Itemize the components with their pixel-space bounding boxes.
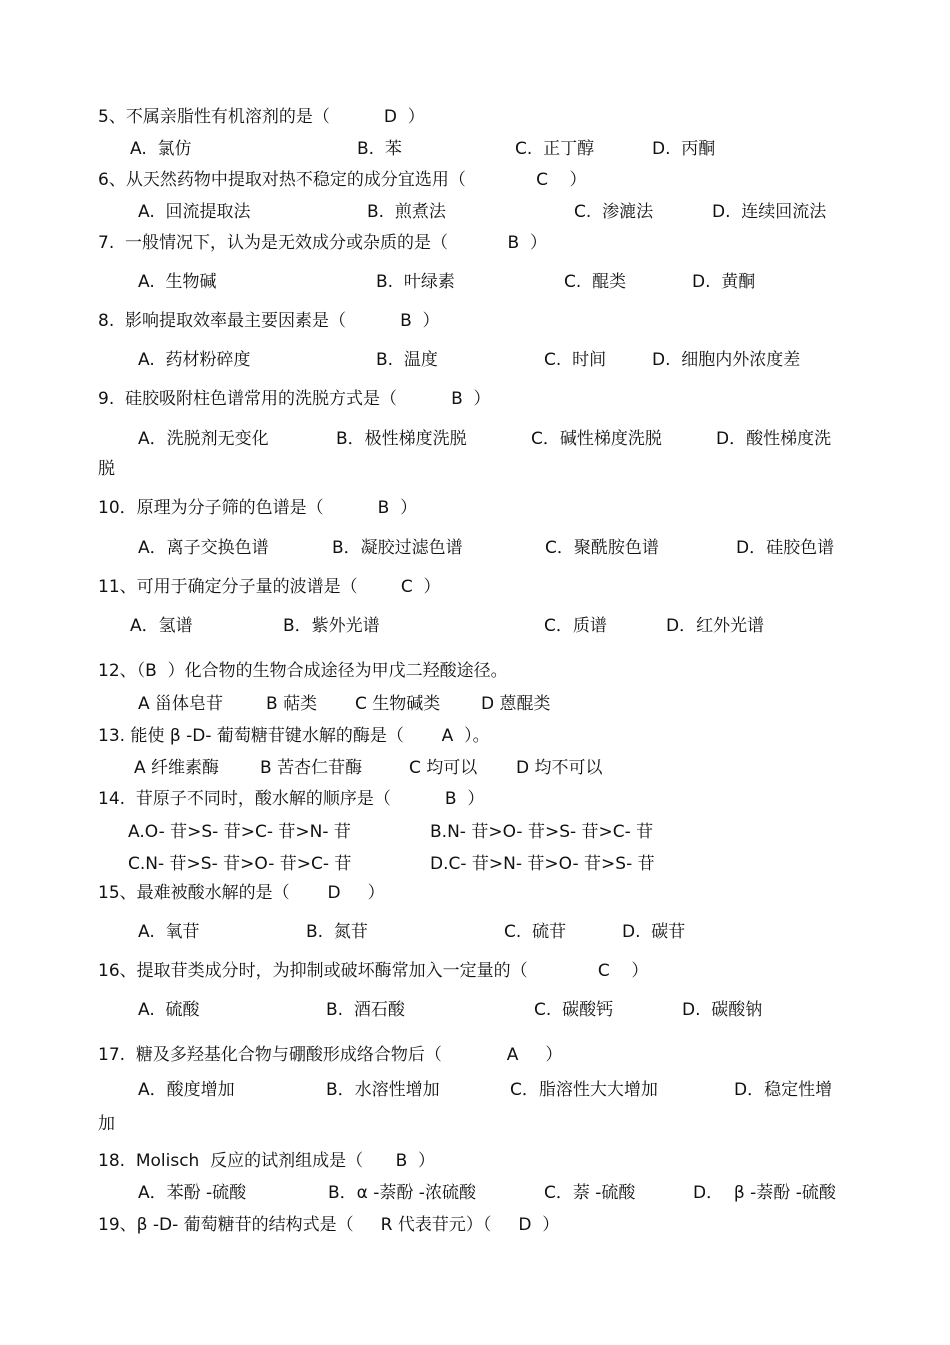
option-a: A. 氧苷	[138, 922, 200, 942]
option-a: A.O- 苷>S- 苷>C- 苷>N- 苷	[128, 822, 351, 842]
question-stem: 9. 硅胶吸附柱色谱常用的洗脱方式是（ B ）	[98, 389, 491, 409]
option-b: B. 苯	[357, 139, 402, 159]
option-b: B. 煎煮法	[367, 202, 446, 222]
option-a: A. 生物碱	[138, 272, 217, 292]
question-stem: 18. Molisch 反应的试剂组成是（ B ）	[98, 1151, 436, 1171]
option-b: B. 酒石酸	[326, 1000, 405, 1020]
question-stem: 7. 一般情况下，认为是无效成分或杂质的是（ B ）	[98, 233, 547, 253]
option-a: A．苯酚 -硫酸	[138, 1183, 247, 1203]
option-wrap: 加	[98, 1114, 115, 1134]
option-c: C. 时间	[544, 350, 607, 370]
option-a: A．氢谱	[130, 616, 193, 636]
option-b: B．凝胶过滤色谱	[332, 538, 463, 558]
option-c: C.N- 苷>S- 苷>O- 苷>C- 苷	[128, 854, 352, 874]
question-stem: 17. 糖及多羟基化合物与硼酸形成络合物后（ A ）	[98, 1045, 563, 1065]
option-b: B.N- 苷>O- 苷>S- 苷>C- 苷	[430, 822, 654, 842]
option-d: D．红外光谱	[666, 616, 765, 636]
option-d: D. 连续回流法	[712, 202, 827, 222]
option-b: B 苦杏仁苷酶	[260, 758, 363, 778]
option-b: B. 氮苷	[306, 922, 368, 942]
option-a: A．酸度增加	[138, 1080, 235, 1100]
option-c: C. 硫苷	[504, 922, 567, 942]
option-d: D． β -萘酚 -硫酸	[693, 1183, 836, 1203]
option-a: A. 硫酸	[138, 1000, 200, 1020]
option-a: A．离子交换色谱	[138, 538, 269, 558]
option-c: C. 渗漉法	[574, 202, 654, 222]
option-b: B．水溶性增加	[326, 1080, 440, 1100]
question-stem: 14. 苷原子不同时，酸水解的顺序是（ B ）	[98, 789, 485, 809]
option-d: D. 细胞内外浓度差	[652, 350, 801, 370]
option-b: B．紫外光谱	[283, 616, 380, 636]
question-stem: 6、从天然药物中提取对热不稳定的成分宜选用（ C ）	[98, 170, 587, 190]
option-c: C. 碳酸钙	[534, 1000, 614, 1020]
option-d: D. 丙酮	[652, 139, 716, 159]
option-a: A 甾体皂苷	[138, 694, 224, 714]
option-c: C. 正丁醇	[515, 139, 595, 159]
option-c: C 均可以	[409, 758, 478, 778]
question-stem: 12、（B ）化合物的生物合成途径为甲戊二羟酸途径。	[98, 661, 508, 681]
option-b: B 萜类	[266, 694, 318, 714]
option-c: C．碱性梯度洗脱	[531, 429, 662, 449]
option-c: C．聚酰胺色谱	[545, 538, 659, 558]
option-d: D.C- 苷>N- 苷>O- 苷>S- 苷	[430, 854, 655, 874]
option-a: A．洗脱剂无变化	[138, 429, 269, 449]
question-stem: 19、β -D- 葡萄糖苷的结构式是（ R 代表苷元）（ D ）	[98, 1215, 560, 1235]
question-stem: 11、可用于确定分子量的波谱是（ C ）	[98, 577, 441, 597]
option-a: A. 回流提取法	[138, 202, 251, 222]
question-stem: 5、不属亲脂性有机溶剂的是（ D ）	[98, 107, 425, 127]
option-a: A. 药材粉碎度	[138, 350, 251, 370]
option-b: B．α -萘酚 -浓硫酸	[328, 1183, 476, 1203]
option-d: D 均不可以	[516, 758, 603, 778]
option-b: B. 温度	[376, 350, 438, 370]
option-d: D．稳定性增	[734, 1080, 833, 1100]
option-c: C. 醌类	[564, 272, 627, 292]
question-stem: 15、最难被酸水解的是（ D ）	[98, 883, 385, 903]
option-a: A 纤维素酶	[134, 758, 220, 778]
option-c: C．萘 -硫酸	[544, 1183, 636, 1203]
question-stem: 10．原理为分子筛的色谱是（ B ）	[98, 498, 418, 518]
option-d: D 蒽醌类	[481, 694, 551, 714]
option-b: B．极性梯度洗脱	[336, 429, 467, 449]
option-d: D. 碳酸钠	[682, 1000, 763, 1020]
option-d: D．硅胶色谱	[736, 538, 835, 558]
option-wrap: 脱	[98, 459, 115, 479]
question-stem: 8. 影响提取效率最主要因素是（ B ）	[98, 311, 440, 331]
option-a: A. 氯仿	[130, 139, 192, 159]
option-d: D．酸性梯度洗	[716, 429, 832, 449]
option-d: D. 碳苷	[622, 922, 686, 942]
option-b: B. 叶绿素	[376, 272, 455, 292]
option-d: D. 黄酮	[692, 272, 756, 292]
option-c: C 生物碱类	[355, 694, 441, 714]
question-stem: 13. 能使 β -D- 葡萄糖苷键水解的酶是（ A ）。	[98, 726, 490, 746]
question-stem: 16、提取苷类成分时，为抑制或破坏酶常加入一定量的（ C ）	[98, 961, 649, 981]
option-c: C．质谱	[544, 616, 607, 636]
option-c: C．脂溶性大大增加	[510, 1080, 658, 1100]
